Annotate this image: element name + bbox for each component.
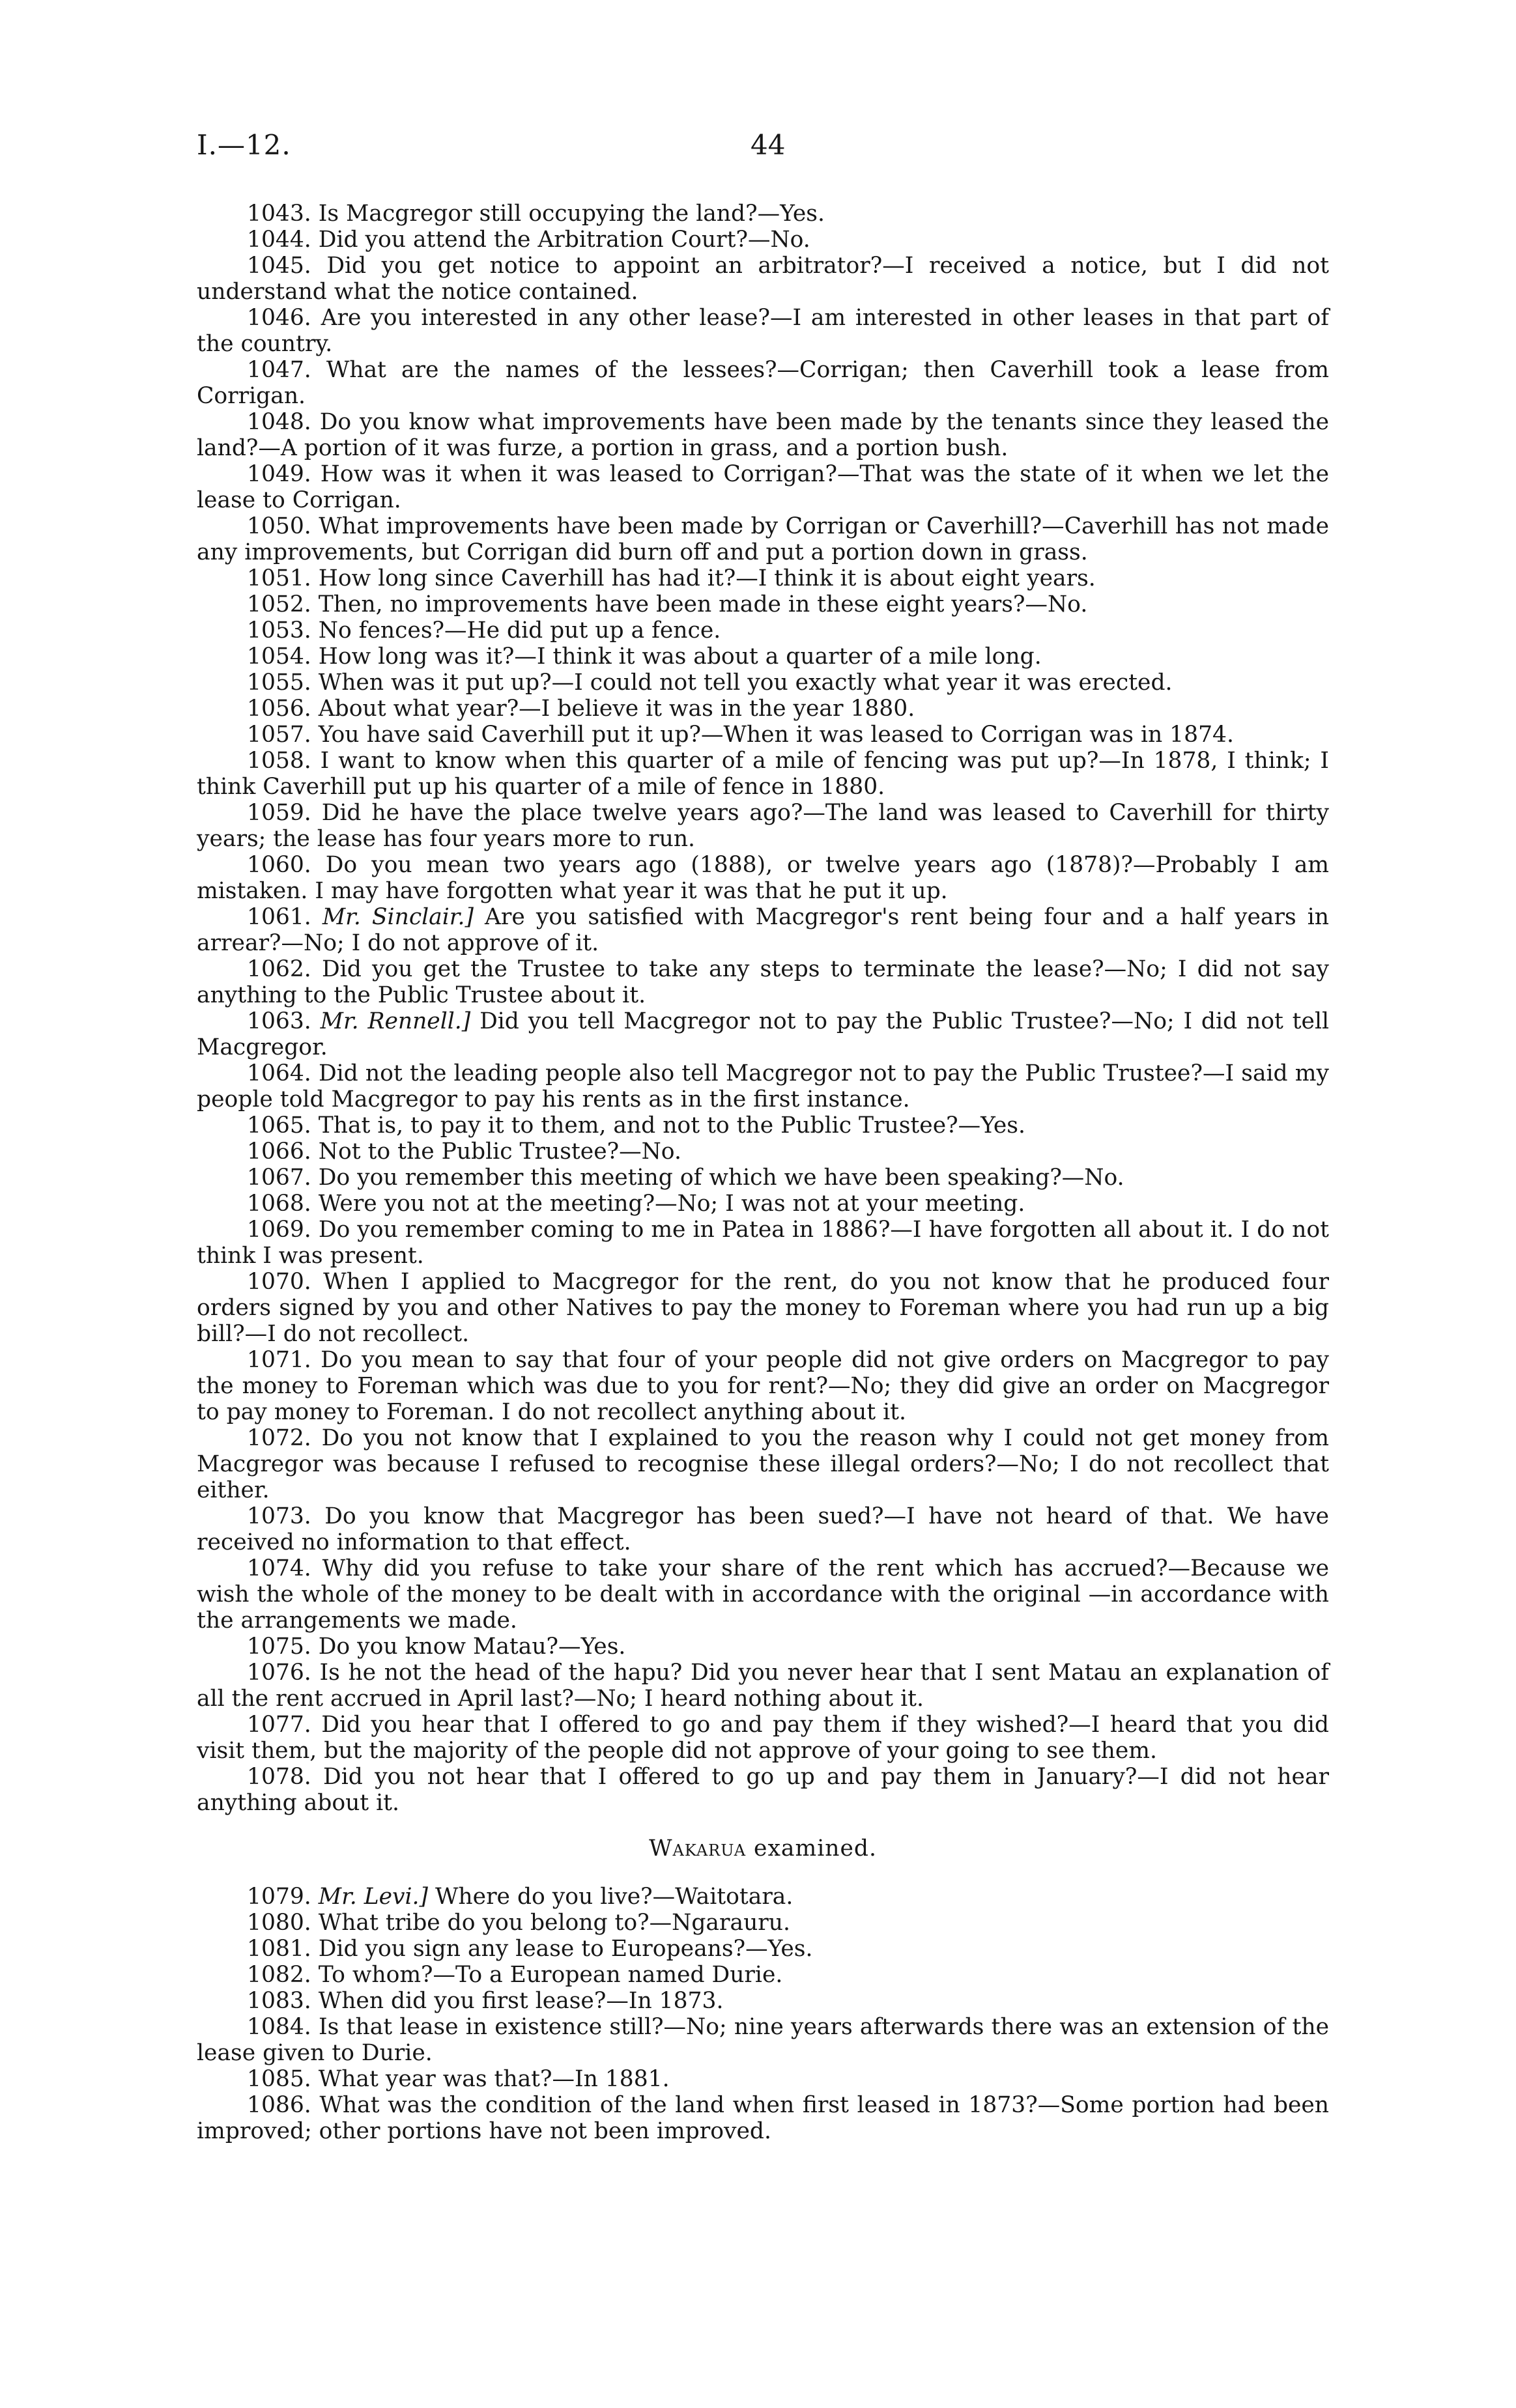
testimony-paragraph <box>197 696 1329 722</box>
paragraph-text: Is Macgregor still occupying the land?—Yes. <box>318 201 825 227</box>
testimony-paragraph <box>197 201 1329 227</box>
question-number: 1062. <box>247 956 311 982</box>
question-number: 1075. <box>247 1634 311 1660</box>
paragraph-text: Do you mean to say that four of your people did not give orders on Macgregor to pay the money to Foreman which was due to you for rent?—No; they did give an order on Macgregor to pay money to Foreman. I do not recollect anything about it. <box>197 1347 1330 1425</box>
testimony-paragraph <box>197 513 1329 565</box>
paragraph-text: Where do you live?—Waitotara. <box>435 1884 794 1910</box>
testimony-paragraph <box>197 253 1329 305</box>
testimony-paragraph <box>197 1060 1329 1112</box>
question-number: 1067. <box>247 1165 311 1191</box>
testimony-paragraph <box>197 1112 1329 1139</box>
testimony-paragraph <box>197 644 1329 670</box>
question-number: 1045. <box>247 253 311 279</box>
testimony-paragraph <box>197 1634 1329 1660</box>
paragraph-text: Did he have the place twelve years ago?—The land was leased to Caverhill for thirty years; the lease has four years more to run. <box>197 800 1329 852</box>
testimony-paragraph <box>197 305 1329 357</box>
question-number: 1070. <box>247 1269 311 1295</box>
paragraph-text: When was it put up?—I could not tell you exactly what year it was erected. <box>318 670 1173 696</box>
paragraph-text: Is he not the head of the hapu? Did you never hear that I sent Matau an explanation of all the rent accrued in April last?—No; I heard nothing about it. <box>197 1660 1329 1712</box>
paragraph-text: You have said Caverhill put it up?—When it was leased to Corrigan was in 1874. <box>318 722 1234 748</box>
question-number: 1064. <box>247 1060 311 1086</box>
testimony-paragraph <box>197 1217 1329 1269</box>
testimony-block-2 <box>197 1884 1329 2144</box>
speaker-label: Mr. Rennell.] <box>320 1008 471 1034</box>
testimony-paragraph <box>197 1936 1329 1962</box>
paragraph-text: How long was it?—I think it was about a quarter of a mile long. <box>318 644 1042 670</box>
testimony-paragraph <box>197 2066 1329 2092</box>
question-number: 1085. <box>247 2066 311 2092</box>
question-number: 1044. <box>247 227 311 253</box>
paragraph-text: Then, no improvements have been made in these eight years?—No. <box>318 591 1088 617</box>
paragraph-text: What tribe do you belong to?—Ngarauru. <box>318 1910 790 1936</box>
testimony-paragraph <box>197 1962 1329 1988</box>
testimony-paragraph <box>197 1884 1329 1910</box>
paragraph-text: How was it when it was leased to Corrigan?—That was the state of it when we let the lease to Corrigan. <box>197 461 1329 513</box>
question-number: 1047. <box>247 357 311 383</box>
question-number: 1065. <box>247 1112 311 1139</box>
question-number: 1061. <box>247 904 311 930</box>
paragraph-text: That is, to pay it to them, and not to the Public Trustee?—Yes. <box>318 1112 1025 1139</box>
paragraph-text: When did you first lease?—In 1873. <box>318 1988 724 2014</box>
question-number: 1077. <box>247 1712 311 1738</box>
paragraph-text: I want to know when this quarter of a mile of fencing was put up?—In 1878, I think; I think Caverhill put up his quarter of a mile of fence in 1880. <box>197 748 1330 800</box>
question-number: 1053. <box>247 617 311 644</box>
paragraph-text: No fences?—He did put up a fence. <box>318 617 721 644</box>
section-heading <box>197 1835 1329 1862</box>
question-number: 1049. <box>247 461 311 487</box>
paragraph-text: Do you remember coming to me in Patea in 1886?—I have forgotten all about it. I do not think I was present. <box>197 1217 1330 1269</box>
question-number: 1051. <box>247 565 311 591</box>
testimony-paragraph <box>197 1165 1329 1191</box>
paragraph-text: What was the condition of the land when first leased in 1873?—Some portion had been improved; other portions have not been improved. <box>197 2092 1329 2144</box>
testimony-paragraph <box>197 2014 1329 2066</box>
question-number: 1058. <box>247 748 311 774</box>
question-number: 1043. <box>247 201 311 227</box>
paragraph-text: Did you sign any lease to Europeans?—Yes. <box>318 1936 813 1962</box>
paragraph-text: Do you know what improvements have been made by the tenants since they leased the land?—A portion of it was furze, a portion in grass, and a portion bush. <box>197 409 1329 461</box>
paragraph-text: Were you not at the meeting?—No; I was not at your meeting. <box>318 1191 1025 1217</box>
paragraph-text: To whom?—To a European named Durie. <box>318 1962 783 1988</box>
question-number: 1068. <box>247 1191 311 1217</box>
question-number: 1060. <box>247 852 311 878</box>
paragraph-text: Did you tell Macgregor not to pay the Public Trustee?—No; I did not tell Macgregor. <box>197 1008 1330 1060</box>
question-number: 1055. <box>247 670 311 696</box>
testimony-paragraph <box>197 409 1329 461</box>
question-number: 1066. <box>247 1139 311 1165</box>
question-number: 1063. <box>247 1008 311 1034</box>
testimony-paragraph <box>197 617 1329 644</box>
testimony-paragraph <box>197 1764 1329 1816</box>
question-number: 1071. <box>247 1347 311 1373</box>
page-number: 44 <box>751 129 786 161</box>
testimony-paragraph <box>197 1139 1329 1165</box>
paragraph-text: Not to the Public Trustee?—No. <box>318 1139 681 1165</box>
testimony-paragraph <box>197 1191 1329 1217</box>
testimony-paragraph <box>197 461 1329 513</box>
paragraph-text: Do you know that Macgregor has been sued?—I have not heard of that. We have received no information to that effect. <box>197 1503 1329 1555</box>
paragraph-text: Is that lease in existence still?—No; nine years afterwards there was an extension of the lease given to Durie. <box>197 2014 1330 2066</box>
section-heading-suffix: examined. <box>754 1835 877 1862</box>
question-number: 1080. <box>247 1910 311 1936</box>
paragraph-text: Did you not hear that I offered to go up and pay them in January?—I did not hear anything about it. <box>197 1764 1329 1816</box>
document-reference: I.—12. <box>197 129 291 161</box>
question-number: 1081. <box>247 1936 311 1962</box>
testimony-paragraph <box>197 670 1329 696</box>
question-number: 1083. <box>247 1988 311 2014</box>
question-number: 1048. <box>247 409 311 435</box>
testimony-paragraph <box>197 1008 1329 1060</box>
paragraph-text: What year was that?—In 1881. <box>318 2066 670 2092</box>
question-number: 1050. <box>247 513 311 539</box>
testimony-paragraph <box>197 800 1329 852</box>
testimony-paragraph <box>197 1347 1329 1425</box>
question-number: 1076. <box>247 1660 311 1686</box>
testimony-paragraph <box>197 1988 1329 2014</box>
testimony-paragraph <box>197 748 1329 800</box>
question-number: 1056. <box>247 696 311 722</box>
paragraph-text: Do you remember this meeting of which we have been speaking?—No. <box>318 1165 1124 1191</box>
speaker-label: Mr. Sinclair.] <box>322 904 474 930</box>
paragraph-text: Why did you refuse to take your share of the rent which has accrued?—Because we wish the whole of the money to be dealt with in accordance with the original —in accordance with the arrangements we made. <box>197 1555 1329 1634</box>
paragraph-text: Are you interested in any other lease?—I am interested in other leases in that part of the country. <box>197 305 1330 357</box>
testimony-paragraph <box>197 2092 1329 2144</box>
paragraph-text: What are the names of the lessees?—Corrigan; then Caverhill took a lease from Corrigan. <box>197 357 1330 409</box>
paragraph-text: Do you know Matau?—Yes. <box>318 1634 626 1660</box>
question-number: 1046. <box>247 305 311 331</box>
testimony-paragraph <box>197 956 1329 1008</box>
question-number: 1086. <box>247 2092 311 2118</box>
testimony-paragraph <box>197 1660 1329 1712</box>
paragraph-text: Are you satisfied with Macgregor's rent being four and a half years in arrear?—No; I do not approve of it. <box>197 904 1330 956</box>
witness-name: Wakarua <box>649 1835 747 1862</box>
question-number: 1078. <box>247 1764 311 1790</box>
question-number: 1054. <box>247 644 311 670</box>
testimony-paragraph <box>197 1425 1329 1503</box>
question-number: 1059. <box>247 800 311 826</box>
speaker-label: Mr. Levi.] <box>318 1884 428 1910</box>
paragraph-text: Did you get notice to appoint an arbitrator?—I received a notice, but I did not understand what the notice contained. <box>197 253 1329 305</box>
testimony-paragraph <box>197 591 1329 617</box>
testimony-paragraph <box>197 1503 1329 1555</box>
testimony-paragraph <box>197 1712 1329 1764</box>
question-number: 1079. <box>247 1884 311 1910</box>
question-number: 1074. <box>247 1555 311 1581</box>
paragraph-text: Did you attend the Arbitration Court?—No. <box>318 227 810 253</box>
testimony-paragraph <box>197 1269 1329 1347</box>
question-number: 1073. <box>247 1503 311 1529</box>
paragraph-text: Did you get the Trustee to take any steps to terminate the lease?—No; I did not say anything to the Public Trustee about it. <box>197 956 1329 1008</box>
question-number: 1069. <box>247 1217 311 1243</box>
question-number: 1052. <box>247 591 311 617</box>
paragraph-text: What improvements have been made by Corrigan or Caverhill?—Caverhill has not made any improvements, but Corrigan did burn off and put a portion down in grass. <box>197 513 1329 565</box>
paragraph-text: When I applied to Macgregor for the rent, do you not know that he produced four orders signed by you and other Natives to pay the money to Foreman where you had run up a big bill?—I do not recollect. <box>197 1269 1330 1347</box>
paragraph-text: Do you not know that I explained to you the reason why I could not get money from Macgregor was because I refused to recognise these illegal orders?—No; I do not recollect that either. <box>197 1425 1329 1503</box>
paragraph-text: Did you hear that I offered to go and pay them if they wished?—I heard that you did visit them, but the majority of the people did not approve of your going to see them. <box>197 1712 1329 1764</box>
testimony-paragraph <box>197 722 1329 748</box>
testimony-paragraph <box>197 357 1329 409</box>
paragraph-text: Do you mean two years ago (1888), or twelve years ago (1878)?—Probably I am mistaken. I may have forgotten what year it was that he put it up. <box>197 852 1330 904</box>
page-header <box>197 129 1330 168</box>
testimony-block-1 <box>197 201 1329 1816</box>
paragraph-text: Did not the leading people also tell Macgregor not to pay the Public Trustee?—I said my people told Macgregor to pay his rents as in the first instance. <box>197 1060 1329 1112</box>
testimony-paragraph <box>197 565 1329 591</box>
document-body <box>197 201 1329 2144</box>
question-number: 1057. <box>247 722 311 748</box>
testimony-paragraph <box>197 1910 1329 1936</box>
testimony-paragraph <box>197 1555 1329 1634</box>
paragraph-text: About what year?—I believe it was in the year 1880. <box>318 696 915 722</box>
question-number: 1082. <box>247 1962 311 1988</box>
testimony-paragraph <box>197 227 1329 253</box>
testimony-paragraph <box>197 852 1329 904</box>
question-number: 1072. <box>247 1425 311 1451</box>
question-number: 1084. <box>247 2014 311 2040</box>
paragraph-text: How long since Caverhill has had it?—I think it is about eight years. <box>318 565 1096 591</box>
testimony-paragraph <box>197 904 1329 956</box>
